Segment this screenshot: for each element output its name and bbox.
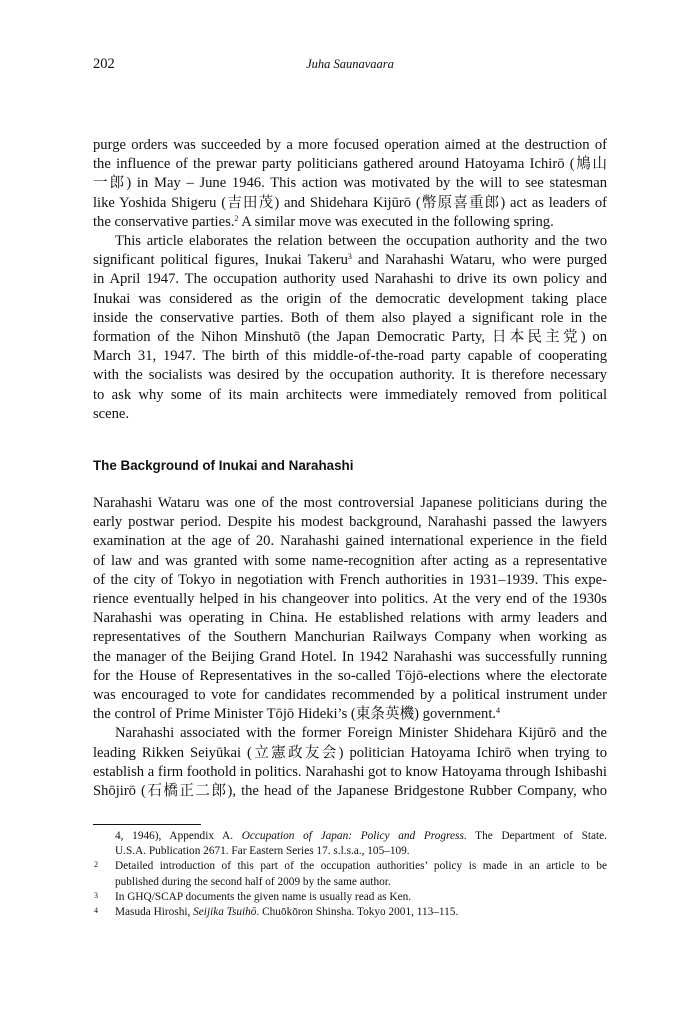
footnote-mark: 3 xyxy=(94,890,98,900)
text-line: Inukai was considered as the origin of the democratic development taking place xyxy=(93,290,607,307)
text-line: was encouraged to vote for candidates recommended by a political instrument under xyxy=(93,687,607,704)
text-line: purge orders was succeeded by a more focused operation aimed at the destruction of xyxy=(93,137,607,153)
text-line: of law and was granted with some name-recognition after acting as a representative xyxy=(93,552,607,569)
footnote-line xyxy=(115,829,607,844)
text-line: leading Rikken Seiyūkai (立憲政友会) politician Hatoyama Ichirō when trying to xyxy=(93,744,607,761)
text-line: Narahashi was operating in China. He established relations with army leaders and xyxy=(93,610,607,627)
italic-title: Seijika Tsuihō xyxy=(193,906,257,919)
text-line: representatives of the Southern Manchurian Railways Company when working as xyxy=(93,629,607,646)
intro-text xyxy=(93,136,607,424)
running-title: Juha Saunavaara xyxy=(306,57,394,71)
text-line: of the city of Tokyo in negotiation with French authorities in 1931–1939. This expe- xyxy=(93,571,607,588)
footnote-mark: 4 xyxy=(94,906,98,916)
italic-title: Occupation of Japan: Policy and Progress xyxy=(241,830,464,842)
text-line: to ask why some of its main architects were immediately removed from political xyxy=(93,386,607,403)
footnote-ref: 2 xyxy=(234,213,239,223)
footnote-mark: 2 xyxy=(94,860,98,870)
text-line: the influence of the prewar party politicians gathered around Hatoyama Ichirō (鳩山 xyxy=(93,156,607,173)
footnote-line: U.S.A. Publication 2671. Far Eastern Series 17. s.l.s.a., 105–109. xyxy=(115,845,410,858)
text-line: like Yoshida Shigeru (吉田茂) and Shidehara Kijūrō (幣原喜重郎) act as leaders of xyxy=(93,194,607,211)
text-line: March 31, 1947. The birth of this middle-of-the-road party capable of cooperating xyxy=(93,348,607,365)
text-line: with the socialists was desired by the occupation authority. It is therefore necessary xyxy=(93,367,607,384)
text-line: the manager of the Beijing Grand Hotel. In 1942 Narahashi was successfully running xyxy=(93,648,607,665)
text-line: Shōjirō (石橋正二郎), the head of the Japanese Bridgestone Rubber Company, who xyxy=(93,783,607,800)
text-segment: . The Department of State. xyxy=(463,830,607,842)
text-line: inside the conservative parties. Both of them also played a significant role in the xyxy=(93,309,607,326)
text-segment: 4, 1946), Appendix A. xyxy=(115,830,242,842)
section-heading: The Background of Inukai and Narahashi xyxy=(93,458,354,473)
footnote-ref: 3 xyxy=(347,252,352,262)
footnote-rule xyxy=(93,824,201,825)
text-line: establish a firm foothold in politics. Narahashi got to know Hatoyama through Ishibashi xyxy=(93,763,607,780)
footnote-line: Detailed introduction of this part of the occupation authorities’ policy is made in an article to be xyxy=(115,860,607,873)
section-body xyxy=(93,494,607,801)
text-line: Narahashi Wataru was one of the most controversial Japanese politicians during the xyxy=(93,495,607,511)
text-line: rience eventually helped in his changeover into politics. At the very end of the 1930s xyxy=(93,591,607,608)
text-line: early postwar period. Despite his modest background, Narahashi passed the lawyers xyxy=(93,514,607,531)
text-line xyxy=(93,251,607,270)
text-segment: A similar move was executed in the following spring. xyxy=(238,213,554,230)
footnotes xyxy=(93,829,607,920)
footnote-3 xyxy=(93,890,607,905)
footnote-ref: 4 xyxy=(496,706,501,716)
page-number: 202 xyxy=(93,56,115,72)
text-segment: the control of Prime Minister Tōjō Hideki’s (東条英機) government. xyxy=(93,706,497,723)
text-line: This article elaborates the relation between the occupation authority and the two xyxy=(115,233,607,250)
footnote-2 xyxy=(93,859,607,889)
footnote-4 xyxy=(93,905,607,920)
text-line: in April 1947. The occupation authority used Narahashi to drive its own policy and xyxy=(93,271,607,288)
text-line: scene. xyxy=(93,405,130,422)
text-line xyxy=(93,705,607,724)
text-segment: Masuda Hiroshi, xyxy=(115,906,194,919)
running-head xyxy=(93,56,607,76)
text-segment: . Chuōkōron Shinsha. Tokyo 2001, 113–115. xyxy=(256,906,459,919)
text-line: formation of the Nihon Minshutō (the Japan Democratic Party, 日本民主党) on xyxy=(93,329,607,346)
text-line: Narahashi associated with the former Foreign Minister Shidehara Kijūrō and the xyxy=(115,725,607,742)
text-line xyxy=(93,213,607,232)
text-line: examination at the age of 20. Narahashi gained international experience in the field xyxy=(93,533,607,550)
text-segment: significant political figures, Inukai Takeru xyxy=(93,252,348,269)
footnote-continued xyxy=(93,829,607,859)
footnote-line: In GHQ/SCAP documents the given name is usually read as Ken. xyxy=(115,890,412,903)
text-segment: the conservative parties. xyxy=(93,213,235,230)
footnote-line: published during the second half of 2009 by the same author. xyxy=(115,875,391,888)
footnote-line xyxy=(115,905,607,920)
text-segment: and Narahashi Wataru, who were purged xyxy=(351,252,608,269)
text-line: 一郎) in May – June 1946. This action was motivated by the will to see statesman xyxy=(93,175,607,192)
text-line: for the House of Representatives in the so-called Tōjō-elections where the electorate xyxy=(93,667,607,684)
